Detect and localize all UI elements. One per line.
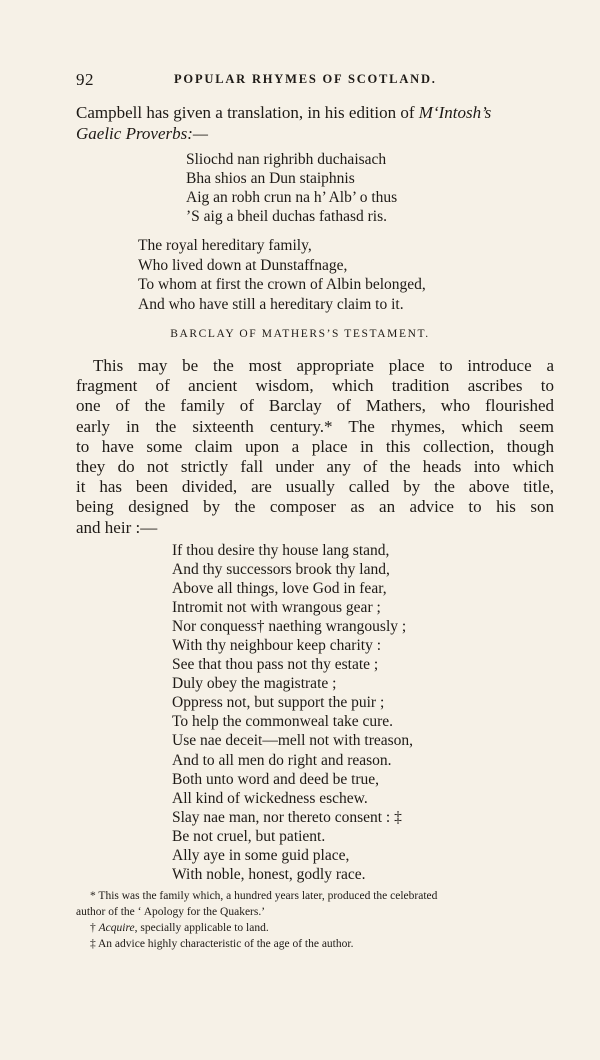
book-title-part1: M‘Intosh’s bbox=[418, 103, 492, 122]
verse-line: To whom at first the crown of Albin belonged, bbox=[138, 276, 426, 293]
footnote-2 bbox=[76, 920, 556, 936]
poem-line: Slay nae man, nor thereto consent : ‡ bbox=[172, 808, 402, 826]
poem-line: Be not cruel, but patient. bbox=[172, 827, 326, 845]
page-number: 92 bbox=[76, 70, 94, 89]
intro-text-before: Campbell has given a translation, in his edition of bbox=[76, 103, 419, 122]
prose-line: This may be the most appropriate place to introduce a bbox=[93, 356, 554, 375]
prose-line: one of the family of Barclay of Mathers, who flourished bbox=[76, 396, 554, 416]
poem-line: See that thou pass not thy estate ; bbox=[172, 656, 379, 674]
prose-paragraph bbox=[76, 356, 554, 538]
poem-line: To help the commonweal take cure. bbox=[172, 713, 393, 731]
poem-line: Both unto word and deed be true, bbox=[172, 770, 380, 788]
poem-line: Oppress not, but support the puir ; bbox=[172, 694, 385, 712]
intro-paragraph bbox=[76, 102, 566, 144]
verse-line: And who have still a hereditary claim to it. bbox=[138, 295, 404, 313]
footnotes bbox=[76, 888, 556, 952]
prose-line: and heir :— bbox=[76, 517, 158, 537]
prose-line: being designed by the composer as an advice to his son bbox=[76, 497, 554, 517]
poem-line: And thy successors brook thy land, bbox=[172, 561, 390, 579]
section-heading: BARCLAY OF MATHERS’S TESTAMENT. bbox=[170, 328, 430, 340]
poem-line: With thy neighbour keep charity : bbox=[172, 637, 382, 655]
running-head: POPULAR RHYMES OF SCOTLAND. bbox=[174, 72, 437, 86]
translation-verse bbox=[138, 236, 426, 314]
verse-line: Aig an robh crun na h’ Alb’ o thus bbox=[186, 189, 398, 206]
prose-line: it has been divided, are usually called by the above title, bbox=[76, 477, 554, 497]
book-title-part2: Gaelic Proverbs bbox=[76, 124, 188, 143]
verse-line: ’S aig a bheil duchas fathasd ris. bbox=[186, 208, 388, 225]
prose-line: fragment of ancient wisdom, which tradition ascribes to bbox=[76, 376, 554, 396]
poem-line: Intromit not with wrangous gear ; bbox=[172, 599, 381, 617]
footnote-2-word: Acquire bbox=[98, 922, 135, 934]
verse-line: Bha shios an Dun staiphnis bbox=[186, 170, 355, 187]
testament-poem bbox=[172, 541, 413, 884]
poem-line: All kind of wickedness eschew. bbox=[172, 789, 368, 807]
footnote-1-continued: author of the ‘ Apology for the Quakers.’ bbox=[76, 906, 266, 918]
verse-line: Sliochd nan righribh duchaisach bbox=[186, 151, 387, 168]
prose-line: early in the sixteenth century.* The rhymes, which seem bbox=[76, 416, 554, 436]
dagger-mark: † bbox=[90, 922, 99, 934]
page-header bbox=[76, 70, 556, 92]
prose-line: to have some claim upon a place in this collection, though bbox=[76, 436, 554, 456]
poem-line: Duly obey the magistrate ; bbox=[172, 675, 337, 693]
footnote-3: ‡ An advice highly characteristic of the age of the author. bbox=[90, 938, 354, 950]
poem-line: Use nae deceit—mell not with treason, bbox=[172, 732, 414, 750]
verse-line: Who lived down at Dunstaffnage, bbox=[138, 256, 348, 274]
poem-line: If thou desire thy house lang stand, bbox=[172, 542, 390, 559]
prose-line: they do not strictly fall under any of the heads into which bbox=[76, 457, 554, 477]
footnote-2-rest: , specially applicable to land. bbox=[134, 922, 269, 934]
footnote-1: * This was the family which, a hundred years later, produced the celebrated bbox=[90, 890, 438, 902]
poem-line: And to all men do right and reason. bbox=[172, 751, 392, 769]
poem-line: Above all things, love God in fear, bbox=[172, 580, 387, 598]
intro-text-after: :— bbox=[187, 124, 209, 143]
poem-line: Ally aye in some guid place, bbox=[172, 846, 350, 864]
poem-line: Nor conquess† naething wrangously ; bbox=[172, 618, 407, 636]
gaelic-verse bbox=[186, 150, 397, 226]
poem-line: With noble, honest, godly race. bbox=[172, 865, 366, 883]
verse-line: The royal hereditary family, bbox=[138, 237, 312, 254]
